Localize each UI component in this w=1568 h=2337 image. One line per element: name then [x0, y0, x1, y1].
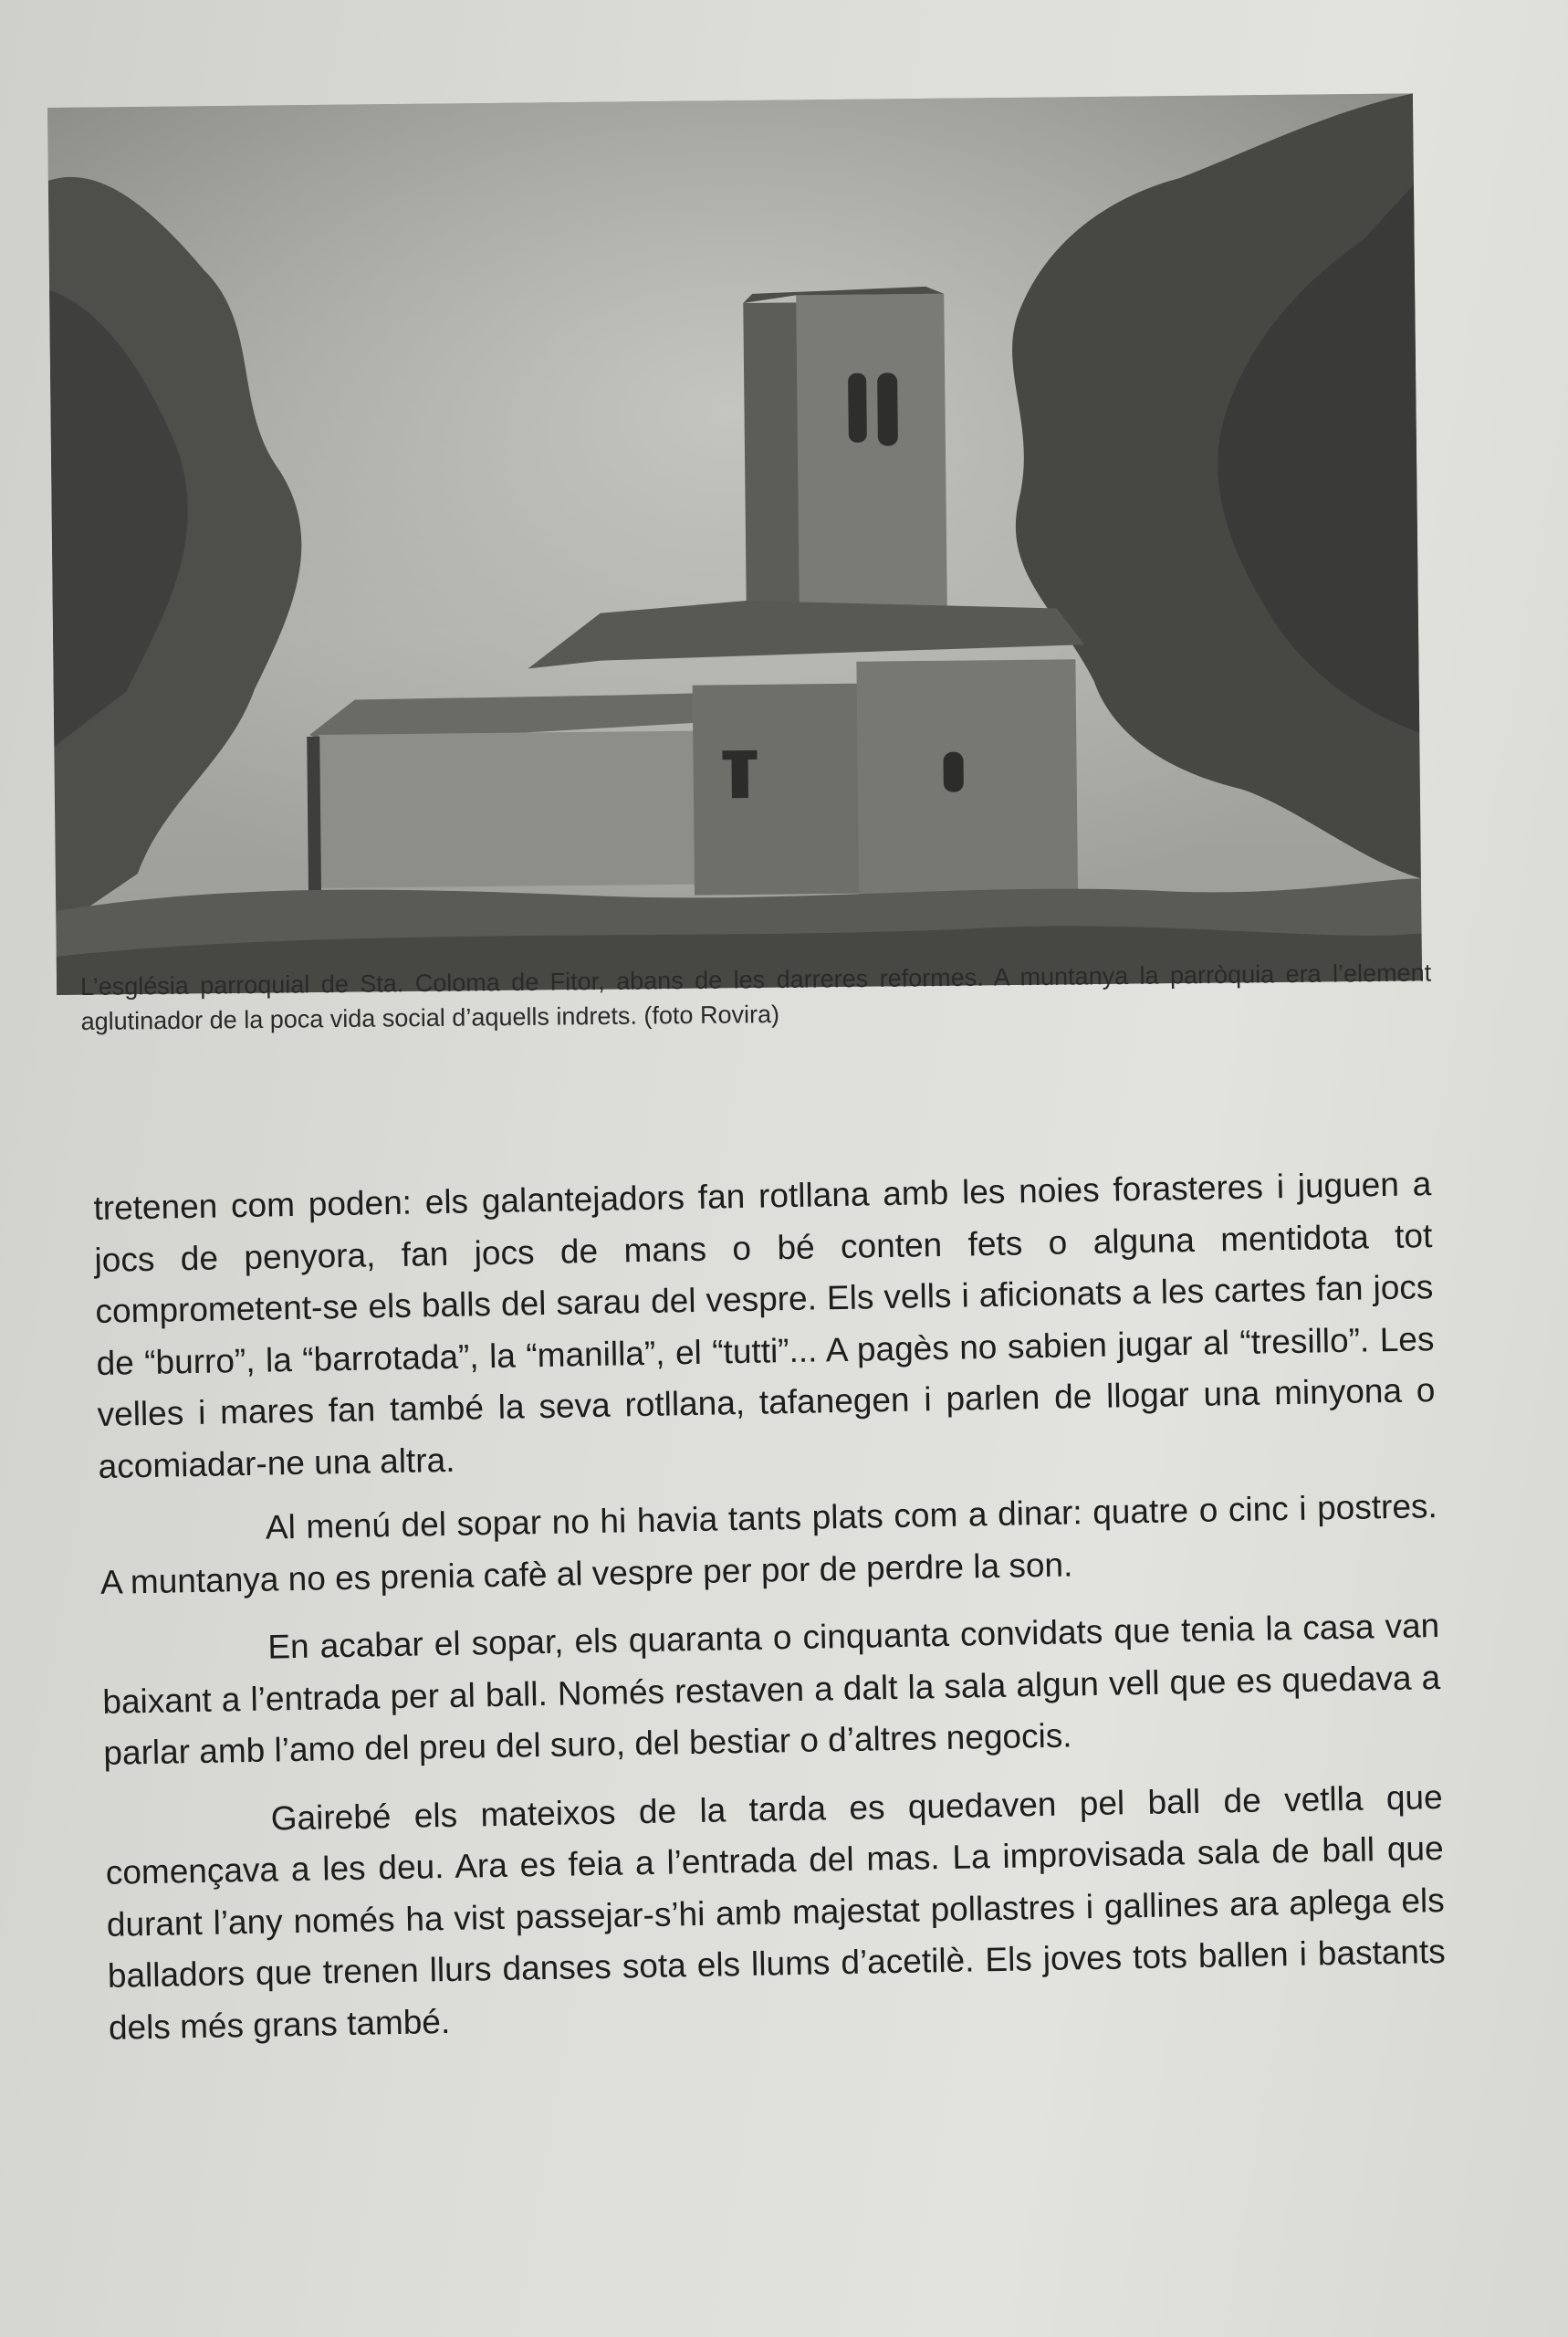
paragraph-4: Gairebé els mateixos de la tarda es quedaven pel ball de vetlla que començava a les deu. Ara es feia a l’entrada del mas. La improvisada sala de ball que durant l’any només ha vist passejar-s’hi amb majestat pollastres i gallines ara aplega els balladors que trenen llurs danses sota els llums d’acetilè. Els joves tots ballen i bastants dels més grans també. [105, 1777, 1447, 2047]
paragraph-1: tretenen com poden: els galantejadors fan rotllana amb les noies forasteres i juguen a jocs de penyora, fan jocs de mans o bé conten fets o alguna mentidota tot comprometent-se els balls del sarau del vespre. Els vells i aficionats a les cartes fan jocs de “burro”, la “barrotada”, la “manilla”, el “tutti”... A pagès no sabien jugar al “tresillo”. Les velles i mares fan també la seva rotllana, tafanegen i parlen de llogar una minyona o acomiadar-ne una altra. [93, 1165, 1436, 1485]
paragraph-2: Al menú del sopar no hi havia tants plats com a dinar: quatre o cinc i postres. A muntanya no es prenia cafè al vespre per por de perdre la son. [99, 1487, 1438, 1601]
church-photo-image [47, 93, 1422, 995]
photo-caption: L’església parroquial de Sta. Coloma de Fitor, abans de les darreres reformes. A muntanya la parròquia era l’element aglutinador de la poca vida social d’aquells indrets. (foto Rovira) [80, 959, 1432, 1035]
church-photo [47, 93, 1422, 995]
paragraph-3: En acabar el sopar, els quaranta o cinquanta convidats que tenia la casa van baixant a l’entrada per al ball. Només restaven a dalt la sala algun vell que es quedava a parlar amb l’amo del preu del suro, del bestiar o d’altres negocis. [102, 1607, 1441, 1772]
body-text [93, 1158, 1448, 2070]
